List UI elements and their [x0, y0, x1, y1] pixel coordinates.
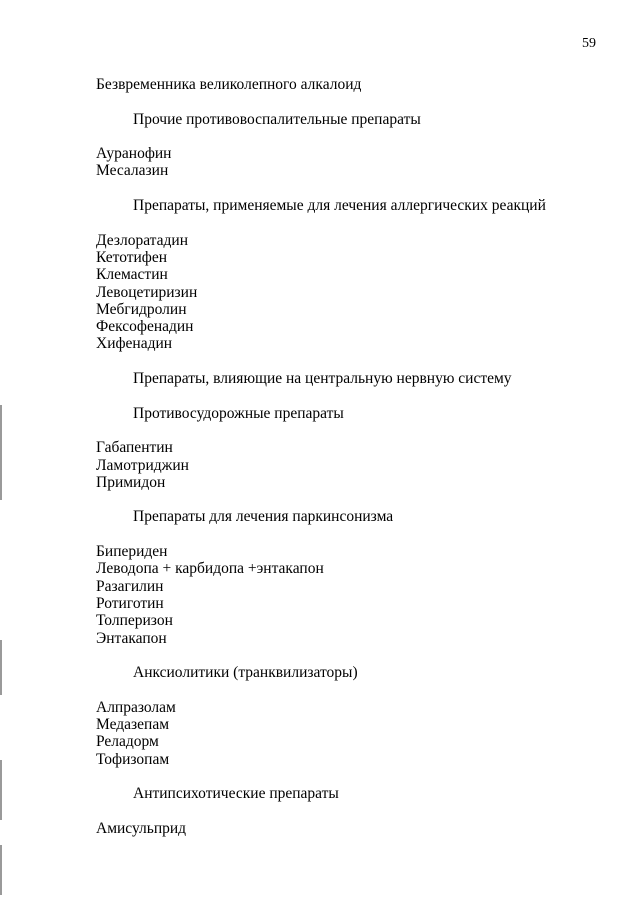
list-item: Ауранофин: [96, 145, 172, 163]
list-item: Фексофенадин: [96, 318, 194, 336]
list-item: Дезлоратадин: [96, 231, 188, 249]
list-item: Медазепам: [96, 715, 170, 733]
list-item: Леводопа + карбидопа +энтакапон: [96, 560, 324, 578]
subsection-heading: Антипсихотические препараты: [133, 785, 339, 803]
list-item: Клемастин: [96, 266, 168, 284]
page-number: 59: [582, 36, 596, 51]
left-edge-scan-mark: [0, 845, 2, 895]
list-item: Энтакапон: [96, 629, 167, 647]
blank-line: [96, 387, 616, 404]
list-item: Ламотриджин: [96, 456, 189, 474]
list-item: Амисульприд: [96, 819, 187, 837]
list-item: Бипериден: [96, 543, 168, 561]
list-item: Разагилин: [96, 577, 164, 595]
blank-line: [96, 491, 616, 508]
blank-line: [96, 214, 616, 231]
list-item: Примидон: [96, 473, 166, 491]
blank-line: [96, 647, 616, 664]
blank-line: [96, 526, 616, 543]
blank-line: [96, 422, 616, 439]
list-item: Ротиготин: [96, 594, 164, 612]
blank-line: [96, 353, 616, 370]
subsection-heading: Препараты для лечения паркинсонизма: [133, 508, 394, 526]
list-item: Реладорм: [96, 733, 159, 751]
list-item: Алпразолам: [96, 698, 176, 716]
list-item: Толперизон: [96, 612, 173, 630]
subsection-heading: Анксиолитики (транквилизаторы): [133, 664, 358, 682]
list-item: Месалазин: [96, 162, 169, 180]
blank-line: [96, 128, 616, 145]
section-heading: Прочие противовоспалительные препараты: [133, 110, 421, 128]
list-item: Безвременника великолепного алкалоид: [96, 76, 362, 93]
left-edge-scan-mark: [0, 760, 2, 820]
list-item: Левоцетиризин: [96, 283, 198, 301]
left-edge-scan-mark: [0, 640, 2, 695]
list-item: Хифенадин: [96, 335, 173, 353]
section-heading: Препараты, влияющие на центральную нервную систему: [133, 370, 512, 388]
list-item: Мебгидролин: [96, 300, 187, 318]
list-item: Габапентин: [96, 439, 173, 457]
section-heading: Препараты, применяемые для лечения аллергических реакций: [133, 197, 546, 215]
list-item: Тофизопам: [96, 750, 170, 768]
left-edge-scan-mark: [0, 405, 2, 500]
document-body: [96, 76, 616, 837]
list-item: Кетотифен: [96, 248, 168, 266]
blank-line: [96, 180, 616, 197]
blank-line: [96, 93, 616, 110]
blank-line: [96, 802, 616, 819]
blank-line: [96, 681, 616, 698]
blank-line: [96, 768, 616, 785]
subsection-heading: Противосудорожные препараты: [133, 404, 344, 422]
